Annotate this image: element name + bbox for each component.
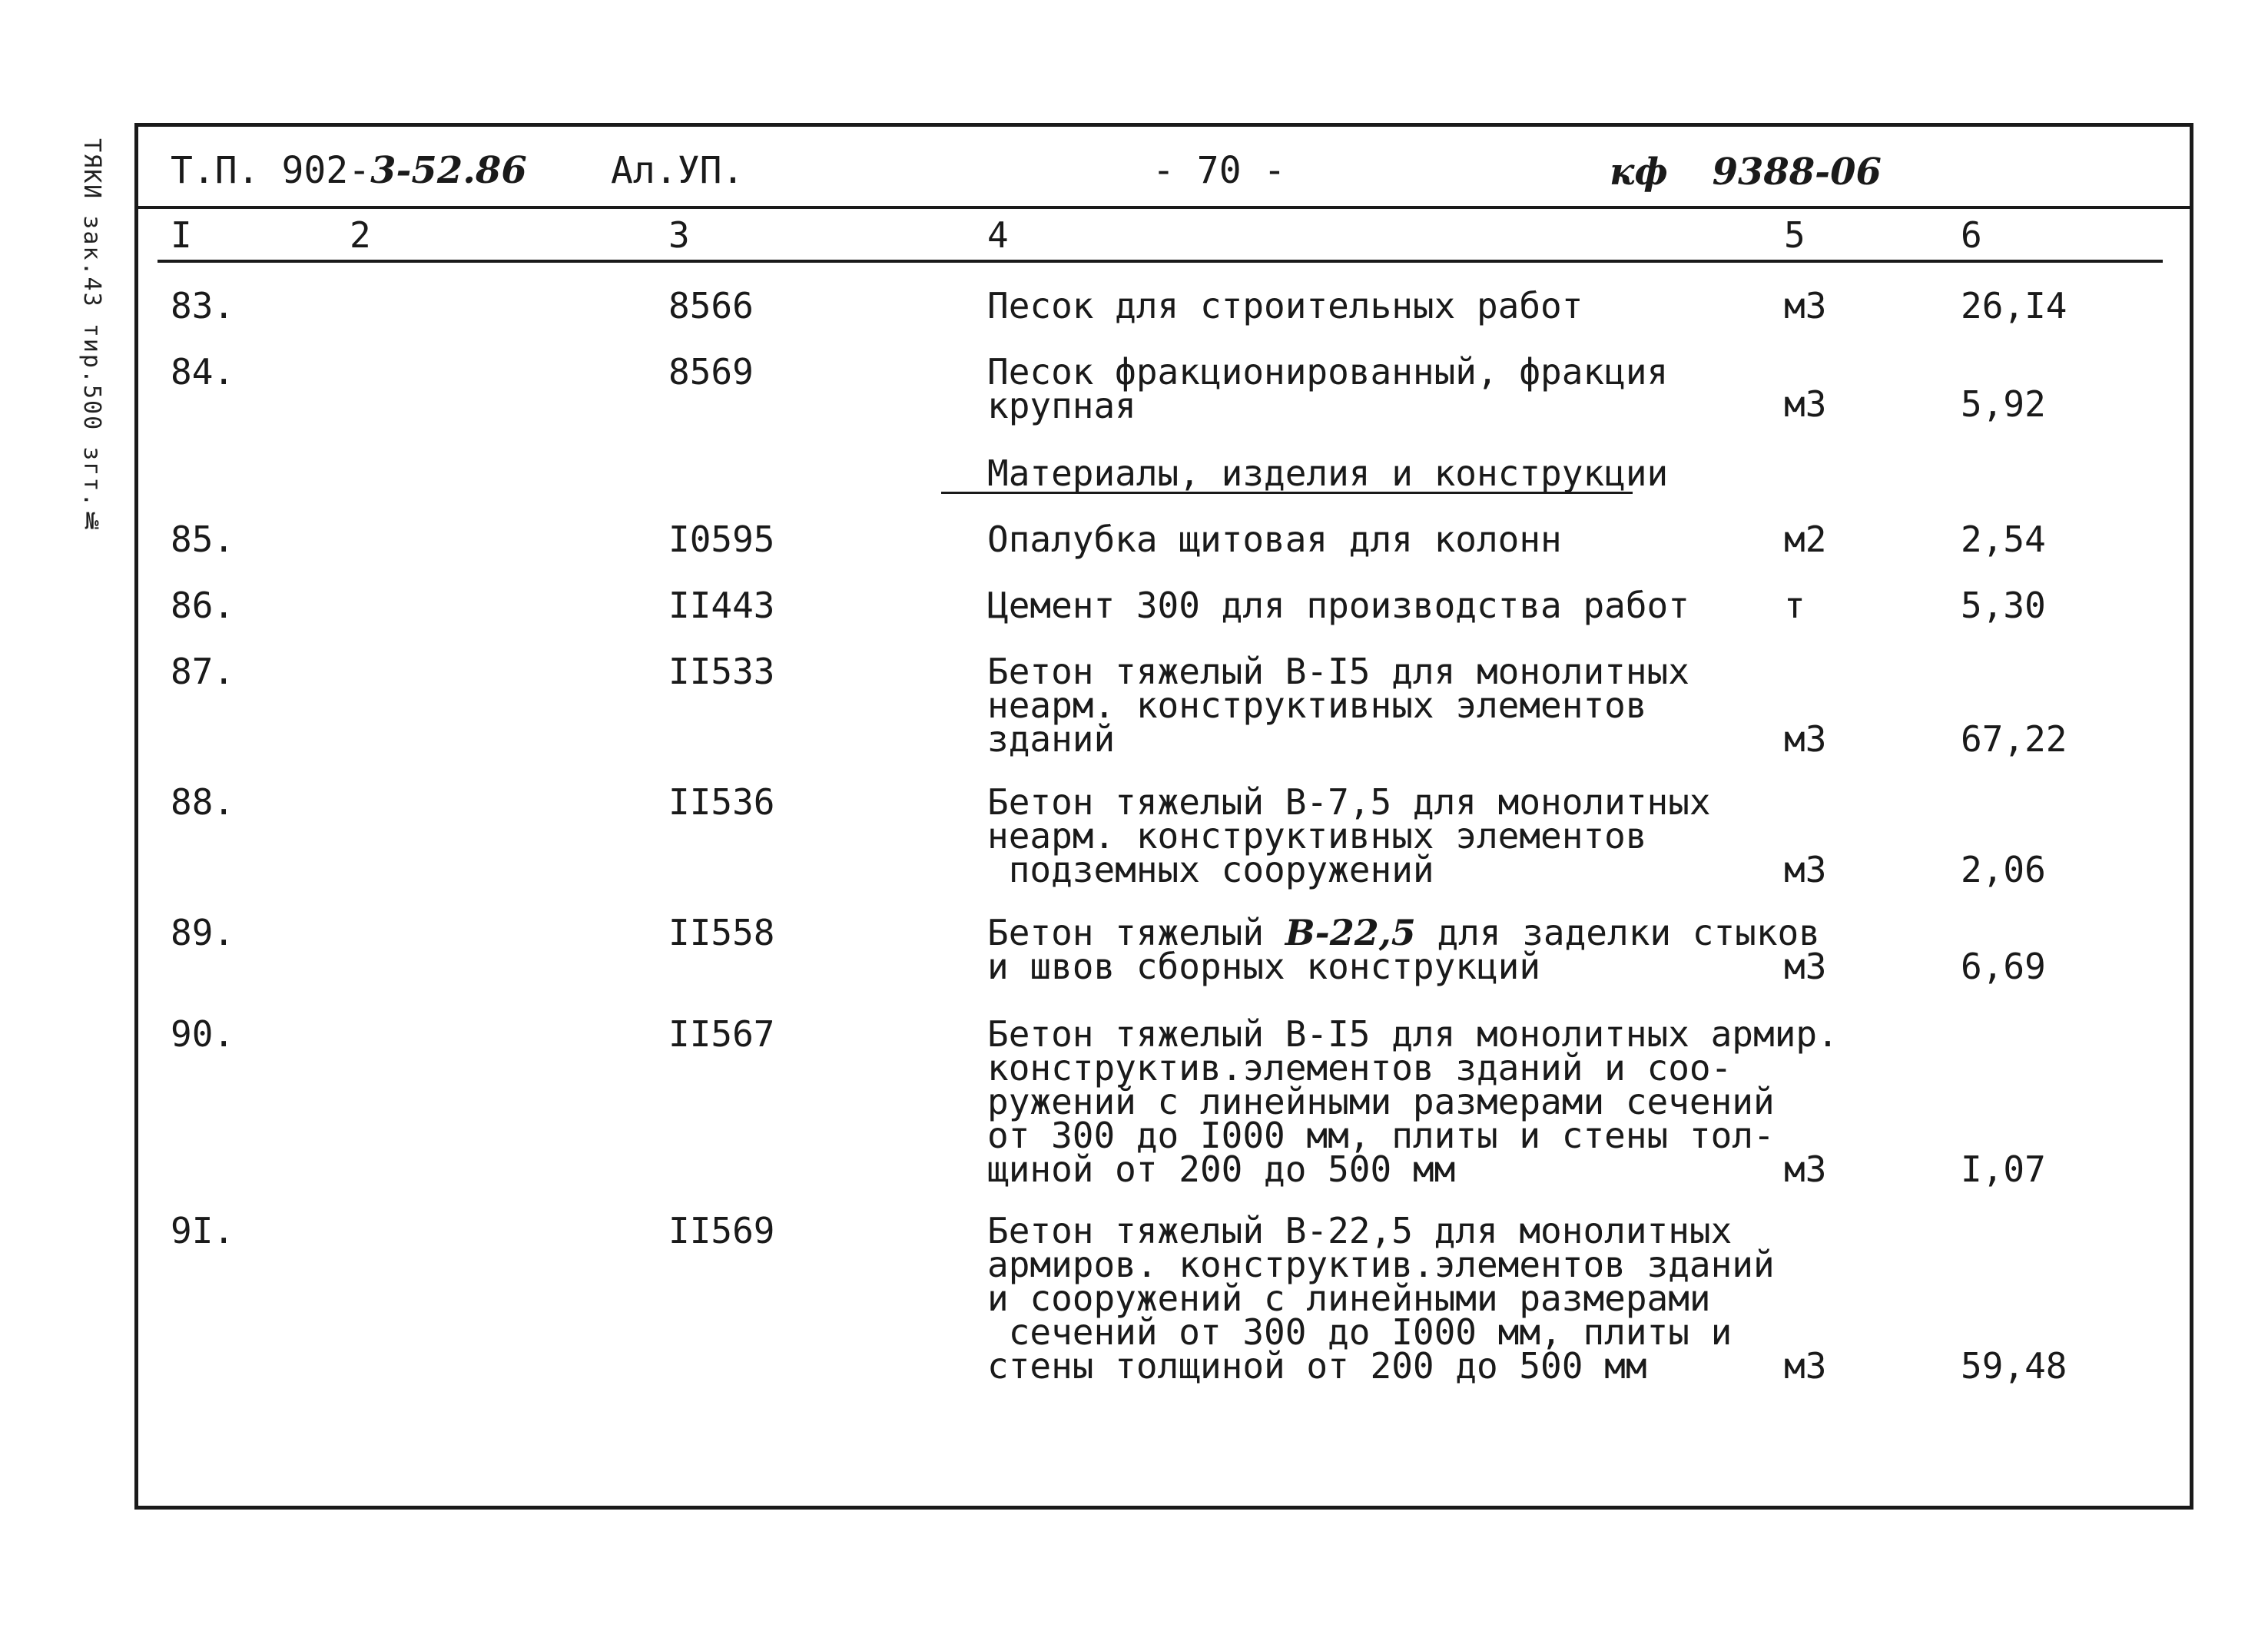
row-description-line: ружений с линейными размерами сечений — [987, 1081, 1775, 1122]
row-unit: т — [1784, 585, 1805, 626]
row-code: II443 — [668, 585, 775, 626]
handwritten-grade: В-22,5 — [1285, 912, 1416, 953]
row-unit: м3 — [1784, 285, 1827, 326]
album-label: Ал.УП. — [611, 149, 744, 192]
row-description-line — [987, 912, 1820, 953]
row-unit: м3 — [1784, 1148, 1827, 1190]
row-code: II536 — [668, 781, 775, 823]
row-unit: м2 — [1784, 519, 1827, 560]
section-title-underline — [941, 492, 1633, 494]
page-number: - 70 - — [1152, 149, 1286, 192]
row-description-line: Бетон тяжелый В-22,5 для монолитных — [987, 1210, 1732, 1251]
row-description-line: конструктив.элементов зданий и соо- — [987, 1047, 1732, 1089]
column-number-5: 5 — [1784, 214, 1805, 256]
column-number-6: 6 — [1961, 214, 1982, 256]
row-description-line: Опалубка щитовая для колонн — [987, 519, 1562, 560]
row-quantity: 2,54 — [1961, 519, 2046, 560]
row-description-line: Бетон тяжелый В-I5 для монолитных — [987, 651, 1689, 692]
row-number: 87. — [171, 651, 235, 692]
header-divider — [138, 206, 2190, 209]
margin-stamp: ТЯКИ зак.43 тир.500 згт.№ — [78, 138, 105, 537]
row-unit: м3 — [1784, 1345, 1827, 1387]
column-number-3: 3 — [668, 214, 690, 256]
section-title: Материалы, изделия и конструкции — [987, 452, 1669, 494]
row-description-line: зданий — [987, 718, 1116, 760]
row-unit: м3 — [1784, 849, 1827, 890]
row-description-line: армиров. конструктив.элементов зданий — [987, 1244, 1775, 1285]
row-code: II567 — [668, 1013, 775, 1055]
row-description-line: Бетон тяжелый В-I5 для монолитных армир. — [987, 1013, 1839, 1055]
row-quantity: 5,92 — [1961, 383, 2046, 425]
row-quantity: 6,69 — [1961, 946, 2046, 987]
row-code: II533 — [668, 651, 775, 692]
row-number: 90. — [171, 1013, 235, 1055]
tp-prefix: Т.П. 902- — [171, 149, 371, 192]
row-description-line: неарм. конструктивных элементов — [987, 815, 1647, 857]
row-description-line: Бетон тяжелый В-7,5 для монолитных — [987, 781, 1711, 823]
row-description-line: подземных сооружений — [987, 849, 1434, 890]
row-description-line: и швов сборных конструкций — [987, 946, 1541, 987]
code-handwritten: 9388-06 — [1712, 151, 1882, 194]
column-number-2: 2 — [350, 214, 371, 256]
row-quantity: 5,30 — [1961, 585, 2046, 626]
row-description-line: сечений от 300 до I000 мм, плиты и — [987, 1311, 1732, 1353]
row-description-line: неарм. конструктивных элементов — [987, 684, 1647, 726]
row-quantity: 67,22 — [1961, 718, 2067, 760]
row-description-line: Песок для строительных работ — [987, 285, 1583, 326]
row-number: 84. — [171, 351, 235, 393]
row-description-line: крупная — [987, 385, 1136, 426]
row-unit: м3 — [1784, 946, 1827, 987]
desc-part: Бетон тяжелый — [987, 912, 1285, 953]
row-description-line: стены толщиной от 200 до 500 мм — [987, 1345, 1647, 1387]
row-code: II558 — [668, 912, 775, 953]
row-description-line: щиной от 200 до 500 мм — [987, 1148, 1456, 1190]
row-quantity: 26,I4 — [1961, 285, 2067, 326]
row-unit: м3 — [1784, 718, 1827, 760]
column-number-4: 4 — [987, 214, 1009, 256]
tp-handwritten: 3-52.86 — [370, 149, 527, 192]
row-description-line: и сооружений с линейными размерами — [987, 1278, 1711, 1319]
row-unit: м3 — [1784, 383, 1827, 425]
row-description-line: Песок фракционированный, фракция — [987, 351, 1669, 393]
row-code: 8566 — [668, 285, 754, 326]
row-number: 86. — [171, 585, 235, 626]
row-code: I0595 — [668, 519, 775, 560]
row-number: 85. — [171, 519, 235, 560]
desc-part: для заделки стыков — [1415, 912, 1820, 953]
row-quantity: 2,06 — [1961, 849, 2046, 890]
row-number: 83. — [171, 285, 235, 326]
row-description-line: от 300 до I000 мм, плиты и стены тол- — [987, 1115, 1775, 1156]
tp-number — [171, 149, 527, 192]
row-quantity: 59,48 — [1961, 1345, 2067, 1387]
row-number: 89. — [171, 912, 235, 953]
row-code: 8569 — [668, 351, 754, 393]
row-description-line: Цемент 300 для производства работ — [987, 585, 1689, 626]
row-quantity: I,07 — [1961, 1148, 2046, 1190]
document-code — [1610, 151, 1882, 194]
row-number: 9I. — [171, 1210, 235, 1251]
row-number: 88. — [171, 781, 235, 823]
code-prefix: кф — [1610, 151, 1668, 194]
column-number-1: I — [171, 214, 192, 256]
row-code: II569 — [668, 1210, 775, 1251]
column-number-divider — [158, 260, 2163, 263]
